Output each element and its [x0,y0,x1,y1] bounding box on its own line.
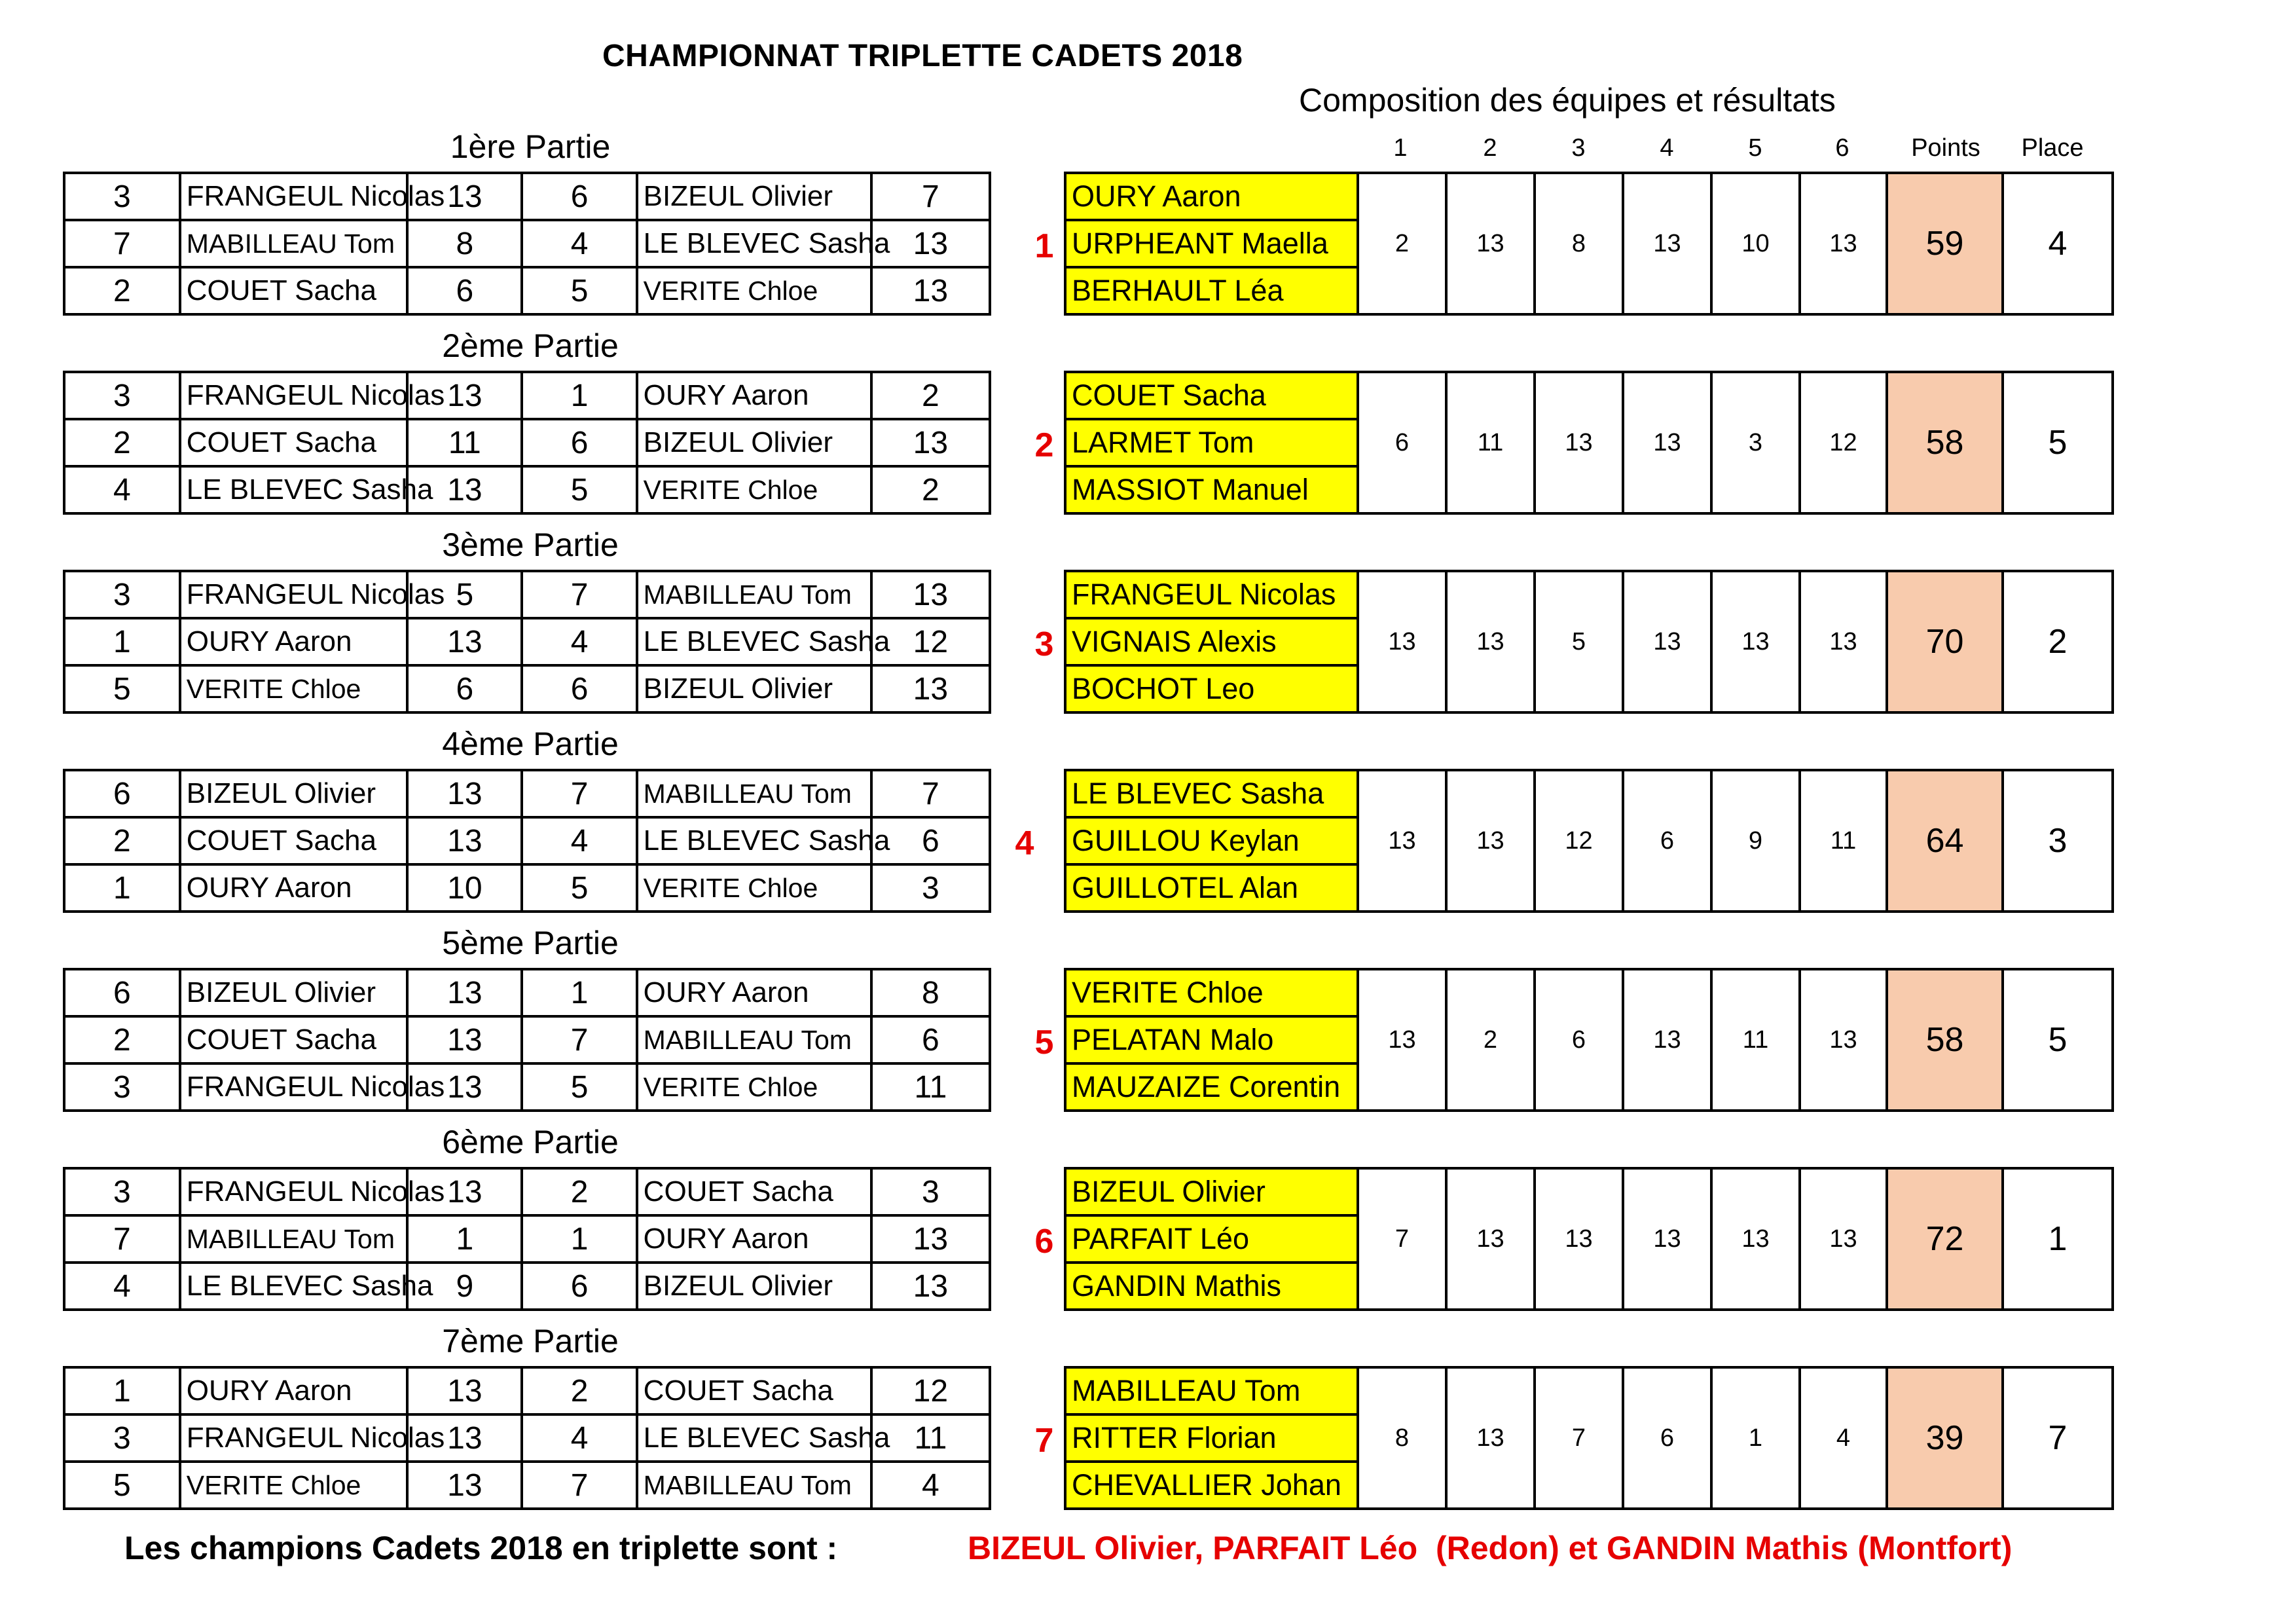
team-row [1065,969,2113,1016]
partie-4-score: 13 [1623,969,1711,1111]
team1-number: 4 [64,466,180,513]
team1-player: VERITE Chloe [180,1462,407,1509]
team1-player: COUET Sacha [180,817,407,864]
team2-score: 2 [871,372,990,419]
partie-5-score: 13 [1711,571,1800,712]
team1-score: 8 [407,220,522,267]
team-player: BIZEUL Olivier [1065,1168,1358,1215]
partie-title: 3ème Partie [442,526,619,563]
team2-score: 6 [871,1016,990,1063]
team-place: 5 [2003,969,2113,1111]
partie-title: 1ère Partie [450,128,611,165]
team2-score: 3 [871,864,990,912]
team-player: COUET Sacha [1065,372,1358,419]
match-table [63,1167,991,1311]
team1-score: 13 [407,770,522,817]
team-place: 3 [2003,770,2113,912]
match-row [64,220,990,267]
team1-number: 3 [64,173,180,220]
partie-2-score: 13 [1446,1168,1535,1310]
team1-number: 7 [64,1215,180,1263]
team1-player: FRANGEUL Nicolas [180,571,407,618]
team1-number: 7 [64,220,180,267]
team-results-table [1064,371,2114,515]
team-row [1065,1367,2113,1414]
partie-2-score: 13 [1446,770,1535,912]
team-results-table [1064,769,2114,913]
team2-number: 1 [522,1215,636,1263]
team-player: FRANGEUL Nicolas [1065,571,1358,618]
team1-score: 13 [407,1016,522,1063]
header-points: Points [1911,134,1980,162]
team-number: 4 [1015,824,1034,862]
partie-2-score: 13 [1446,571,1535,712]
team-points: 59 [1887,173,2003,314]
team2-score: 7 [871,770,990,817]
team2-player: OURY Aaron [637,1215,871,1263]
partie-1-score: 13 [1358,571,1446,712]
team2-number: 6 [522,173,636,220]
team2-player: COUET Sacha [637,1367,871,1414]
team2-score: 8 [871,969,990,1016]
partie-6-score: 13 [1800,173,1887,314]
team-results-table [1064,570,2114,714]
team2-score: 13 [871,1263,990,1310]
header-partie-1: 1 [1393,134,1408,162]
team-row [1065,173,2113,220]
match-row [64,1263,990,1310]
team2-player: MABILLEAU Tom [637,1016,871,1063]
team2-score: 11 [871,1063,990,1111]
team1-number: 6 [64,969,180,1016]
team-results-table [1064,1366,2114,1510]
team2-score: 6 [871,817,990,864]
team-number: 6 [1034,1223,1054,1261]
match-row [64,466,990,513]
team-player: VIGNAIS Alexis [1065,618,1358,665]
team1-score: 13 [407,817,522,864]
team-player: VERITE Chloe [1065,969,1358,1016]
team-number: 2 [1034,426,1054,464]
partie-6-score: 13 [1800,571,1887,712]
partie-4-score: 6 [1623,1367,1711,1509]
team2-number: 5 [522,864,636,912]
team-results-table [1064,1167,2114,1311]
partie-6-score: 13 [1800,1168,1887,1310]
team-results-table [1064,172,2114,316]
team-number: 7 [1034,1422,1054,1460]
team1-player: OURY Aaron [180,1367,407,1414]
team2-player: COUET Sacha [637,1168,871,1215]
champions-names: BIZEUL Olivier, PARFAIT Léo (Redon) et GANDIN Mathis (Montfort) [968,1530,2013,1566]
partie-3-score: 13 [1535,372,1623,513]
header-partie-6: 6 [1835,134,1850,162]
team2-player: MABILLEAU Tom [637,1462,871,1509]
team2-score: 13 [871,220,990,267]
partie-1-score: 2 [1358,173,1446,314]
team-number: 5 [1034,1024,1054,1061]
partie-2-score: 2 [1446,969,1535,1111]
partie-4-score: 13 [1623,372,1711,513]
team2-score: 2 [871,466,990,513]
header-place: Place [2021,134,2084,162]
match-row [64,267,990,314]
team-place: 4 [2003,173,2113,314]
partie-4-score: 13 [1623,571,1711,712]
team-points: 58 [1887,969,2003,1111]
team1-number: 5 [64,1462,180,1509]
match-row [64,1168,990,1215]
partie-1-score: 6 [1358,372,1446,513]
champions-label: Les champions Cadets 2018 en triplette sont : [124,1530,838,1566]
team-row [1065,372,2113,419]
partie-title: 7ème Partie [442,1323,619,1359]
team-player: GUILLOTEL Alan [1065,864,1358,912]
team1-number: 3 [64,1063,180,1111]
team-row [1065,770,2113,817]
team2-score: 13 [871,267,990,314]
team-player: MASSIOT Manuel [1065,466,1358,513]
partie-3-score: 13 [1535,1168,1623,1310]
partie-6-score: 4 [1800,1367,1887,1509]
match-row [64,770,990,817]
match-table [63,570,991,714]
team2-player: OURY Aaron [637,372,871,419]
team1-player: LE BLEVEC Sasha [180,466,407,513]
partie-4-score: 6 [1623,770,1711,912]
team1-player: OURY Aaron [180,618,407,665]
team-row [1065,571,2113,618]
team2-number: 4 [522,220,636,267]
partie-5-score: 3 [1711,372,1800,513]
team-player: MAUZAIZE Corentin [1065,1063,1358,1111]
team1-score: 13 [407,1063,522,1111]
partie-3-score: 8 [1535,173,1623,314]
team1-score: 9 [407,1263,522,1310]
team2-number: 4 [522,817,636,864]
match-row [64,1414,990,1462]
partie-title: 6ème Partie [442,1124,619,1160]
partie-5-score: 9 [1711,770,1800,912]
team2-number: 2 [522,1367,636,1414]
team1-player: LE BLEVEC Sasha [180,1263,407,1310]
team1-score: 13 [407,1367,522,1414]
team-points: 58 [1887,372,2003,513]
team1-player: FRANGEUL Nicolas [180,1414,407,1462]
header-partie-2: 2 [1483,134,1497,162]
match-row [64,1016,990,1063]
team2-number: 4 [522,618,636,665]
team1-score: 1 [407,1215,522,1263]
team-points: 72 [1887,1168,2003,1310]
match-row [64,1063,990,1111]
match-table [63,968,991,1112]
partie-4-score: 13 [1623,173,1711,314]
team2-number: 7 [522,1462,636,1509]
team1-player: FRANGEUL Nicolas [180,1168,407,1215]
team-number: 3 [1034,625,1054,663]
team-points: 64 [1887,770,2003,912]
team-points: 70 [1887,571,2003,712]
team-player: BOCHOT Leo [1065,665,1358,712]
team2-player: LE BLEVEC Sasha [637,817,871,864]
partie-3-score: 5 [1535,571,1623,712]
team-player: RITTER Florian [1065,1414,1358,1462]
team2-player: VERITE Chloe [637,864,871,912]
team2-score: 3 [871,1168,990,1215]
team1-number: 1 [64,618,180,665]
team1-score: 5 [407,571,522,618]
team2-player: BIZEUL Olivier [637,419,871,466]
team2-number: 6 [522,419,636,466]
header-partie-3: 3 [1571,134,1586,162]
team2-player: VERITE Chloe [637,267,871,314]
partie-title: 2ème Partie [442,327,619,364]
team1-player: VERITE Chloe [180,665,407,712]
partie-5-score: 13 [1711,1168,1800,1310]
header-partie-5: 5 [1748,134,1762,162]
team2-score: 11 [871,1414,990,1462]
team-points: 39 [1887,1367,2003,1509]
team1-player: FRANGEUL Nicolas [180,372,407,419]
team-player: LARMET Tom [1065,419,1358,466]
partie-5-score: 1 [1711,1367,1800,1509]
team1-player: BIZEUL Olivier [180,969,407,1016]
partie-3-score: 7 [1535,1367,1623,1509]
team2-number: 1 [522,372,636,419]
team1-score: 6 [407,665,522,712]
team-player: LE BLEVEC Sasha [1065,770,1358,817]
team2-score: 7 [871,173,990,220]
team-player: PELATAN Malo [1065,1016,1358,1063]
team1-player: BIZEUL Olivier [180,770,407,817]
match-table [63,769,991,913]
team1-number: 1 [64,1367,180,1414]
team1-number: 3 [64,571,180,618]
team2-score: 13 [871,571,990,618]
team-player: MABILLEAU Tom [1065,1367,1358,1414]
team2-score: 12 [871,618,990,665]
partie-2-score: 13 [1446,173,1535,314]
team-player: GANDIN Mathis [1065,1263,1358,1310]
match-row [64,817,990,864]
match-row [64,969,990,1016]
team1-score: 13 [407,618,522,665]
partie-1-score: 13 [1358,969,1446,1111]
partie-1-score: 8 [1358,1367,1446,1509]
team1-number: 5 [64,665,180,712]
partie-3-score: 6 [1535,969,1623,1111]
team2-player: OURY Aaron [637,969,871,1016]
match-row [64,1367,990,1414]
team1-player: MABILLEAU Tom [180,220,407,267]
team2-player: MABILLEAU Tom [637,571,871,618]
team2-player: LE BLEVEC Sasha [637,1414,871,1462]
team1-number: 2 [64,1016,180,1063]
team2-player: LE BLEVEC Sasha [637,220,871,267]
team1-number: 6 [64,770,180,817]
match-row [64,1215,990,1263]
team1-score: 13 [407,969,522,1016]
team2-score: 13 [871,419,990,466]
team-player: CHEVALLIER Johan [1065,1462,1358,1509]
team1-player: COUET Sacha [180,1016,407,1063]
partie-4-score: 13 [1623,1168,1711,1310]
team1-number: 4 [64,1263,180,1310]
match-row [64,372,990,419]
team1-player: FRANGEUL Nicolas [180,173,407,220]
team2-number: 5 [522,1063,636,1111]
match-row [64,864,990,912]
team2-player: BIZEUL Olivier [637,665,871,712]
partie-6-score: 13 [1800,969,1887,1111]
team1-number: 3 [64,1168,180,1215]
team-place: 5 [2003,372,2113,513]
team-place: 1 [2003,1168,2113,1310]
match-table [63,371,991,515]
team-place: 2 [2003,571,2113,712]
match-row [64,618,990,665]
partie-6-score: 12 [1800,372,1887,513]
partie-title: 4ème Partie [442,726,619,762]
team1-player: OURY Aaron [180,864,407,912]
team2-player: LE BLEVEC Sasha [637,618,871,665]
team1-score: 13 [407,466,522,513]
team-player: BERHAULT Léa [1065,267,1358,314]
partie-2-score: 11 [1446,372,1535,513]
team2-number: 5 [522,267,636,314]
partie-3-score: 12 [1535,770,1623,912]
team-place: 7 [2003,1367,2113,1509]
team1-number: 2 [64,419,180,466]
team1-score: 6 [407,267,522,314]
team1-number: 2 [64,817,180,864]
team-number: 1 [1034,227,1054,265]
team-player: URPHEANT Maella [1065,220,1358,267]
team-player: GUILLOU Keylan [1065,817,1358,864]
team2-score: 13 [871,1215,990,1263]
team1-score: 13 [407,1462,522,1509]
team2-number: 1 [522,969,636,1016]
partie-6-score: 11 [1800,770,1887,912]
team2-score: 4 [871,1462,990,1509]
team2-score: 12 [871,1367,990,1414]
match-table [63,172,991,316]
team1-player: COUET Sacha [180,267,407,314]
team1-score: 13 [407,1168,522,1215]
team2-number: 7 [522,770,636,817]
team2-score: 13 [871,665,990,712]
partie-5-score: 10 [1711,173,1800,314]
team1-number: 1 [64,864,180,912]
partie-1-score: 7 [1358,1168,1446,1310]
team2-number: 7 [522,571,636,618]
team2-player: BIZEUL Olivier [637,1263,871,1310]
team2-number: 7 [522,1016,636,1063]
team-row [1065,1168,2113,1215]
partie-1-score: 13 [1358,770,1446,912]
match-row [64,571,990,618]
team2-number: 5 [522,466,636,513]
team2-number: 6 [522,665,636,712]
page-subtitle: Composition des équipes et résultats [1299,82,1836,119]
team1-number: 3 [64,372,180,419]
partie-5-score: 11 [1711,969,1800,1111]
team1-score: 13 [407,372,522,419]
team1-player: MABILLEAU Tom [180,1215,407,1263]
match-row [64,173,990,220]
partie-2-score: 13 [1446,1367,1535,1509]
header-partie-4: 4 [1660,134,1674,162]
match-row [64,1462,990,1509]
team2-number: 4 [522,1414,636,1462]
partie-title: 5ème Partie [442,925,619,961]
team2-number: 2 [522,1168,636,1215]
team1-score: 13 [407,1414,522,1462]
team2-player: VERITE Chloe [637,466,871,513]
match-row [64,419,990,466]
team2-number: 6 [522,1263,636,1310]
team-player: PARFAIT Léo [1065,1215,1358,1263]
team1-player: FRANGEUL Nicolas [180,1063,407,1111]
match-table [63,1366,991,1510]
team1-score: 13 [407,173,522,220]
team1-player: COUET Sacha [180,419,407,466]
team1-number: 2 [64,267,180,314]
team1-number: 3 [64,1414,180,1462]
page-title: CHAMPIONNAT TRIPLETTE CADETS 2018 [602,39,1243,73]
team-results-table [1064,968,2114,1112]
match-row [64,665,990,712]
team2-player: MABILLEAU Tom [637,770,871,817]
team-player: OURY Aaron [1065,173,1358,220]
team1-score: 11 [407,419,522,466]
team1-score: 10 [407,864,522,912]
team2-player: VERITE Chloe [637,1063,871,1111]
team2-player: BIZEUL Olivier [637,173,871,220]
